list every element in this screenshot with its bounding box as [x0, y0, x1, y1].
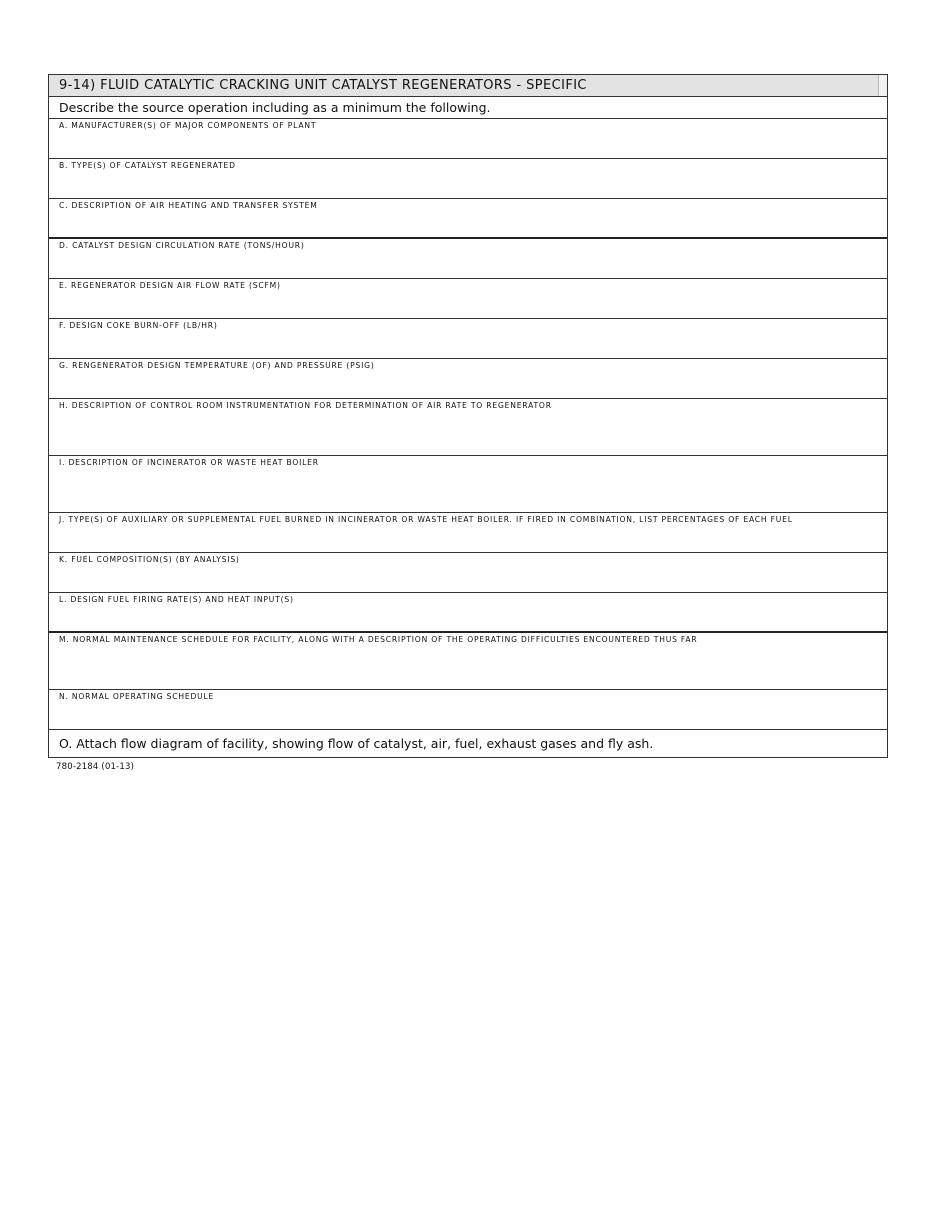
field-label: H. DESCRIPTION OF CONTROL ROOM INSTRUMENTATION FOR DETERMINATION OF AIR RATE TO REGENERATOR [59, 401, 552, 410]
field-label: N. NORMAL OPERATING SCHEDULE [59, 692, 215, 701]
attach-instruction: O. Attach flow diagram of facility, showing flow of catalyst, air, fuel, exhaust gases and fly ash. [49, 730, 887, 758]
field-coke-burn-off[interactable] [49, 319, 887, 359]
field-label: M. NORMAL MAINTENANCE SCHEDULE FOR FACILITY, ALONG WITH A DESCRIPTION OF THE OPERATING DIFFICULTIES ENCOUNTERED THUS FAR [59, 635, 698, 644]
regenerator-form [48, 74, 888, 758]
field-fuel-composition[interactable] [49, 553, 887, 593]
field-incinerator[interactable] [49, 456, 887, 513]
field-label: G. RENGENERATOR DESIGN TEMPERATURE (OF) AND PRESSURE (PSIG) [59, 361, 375, 370]
field-label: I. DESCRIPTION OF INCINERATOR OR WASTE HEAT BOILER [59, 458, 319, 467]
field-operating-schedule[interactable] [49, 690, 887, 730]
field-label: C. DESCRIPTION OF AIR HEATING AND TRANSFER SYSTEM [59, 201, 318, 210]
field-label: E. REGENERATOR DESIGN AIR FLOW RATE (SCFM) [59, 281, 281, 290]
field-label: J. TYPE(S) OF AUXILIARY OR SUPPLEMENTAL FUEL BURNED IN INCINERATOR OR WASTE HEAT BOILER. IF FIRED IN COMBINATION, LIST PERCENTAGES OF EACH FUEL [59, 515, 793, 524]
field-label: L. DESIGN FUEL FIRING RATE(S) AND HEAT INPUT(S) [59, 595, 294, 604]
field-circulation-rate[interactable] [49, 239, 887, 279]
section-intro: Describe the source operation including as a minimum the following. [49, 97, 887, 119]
form-number: 780-2184 (01-13) [56, 762, 135, 772]
field-label: F. DESIGN COKE BURN-OFF (LB/HR) [59, 321, 218, 330]
field-label: K. FUEL COMPOSITION(S) (BY ANALYSIS) [59, 555, 240, 564]
field-manufacturers[interactable] [49, 119, 887, 159]
field-firing-rate[interactable] [49, 593, 887, 633]
field-catalyst-type[interactable] [49, 159, 887, 199]
field-label: B. TYPE(S) OF CATALYST REGENERATED [59, 161, 236, 170]
field-label: D. CATALYST DESIGN CIRCULATION RATE (TONS/HOUR) [59, 241, 305, 250]
field-air-flow-rate[interactable] [49, 279, 887, 319]
field-control-instrumentation[interactable] [49, 399, 887, 456]
field-auxiliary-fuel[interactable] [49, 513, 887, 553]
field-label: A. MANUFACTURER(S) OF MAJOR COMPONENTS OF PLANT [59, 121, 317, 130]
field-maintenance-schedule[interactable] [49, 633, 887, 690]
field-temperature-pressure[interactable] [49, 359, 887, 399]
section-title: 9-14) FLUID CATALYTIC CRACKING UNIT CATALYST REGENERATORS - SPECIFIC [49, 75, 887, 97]
field-air-heating[interactable] [49, 199, 887, 239]
